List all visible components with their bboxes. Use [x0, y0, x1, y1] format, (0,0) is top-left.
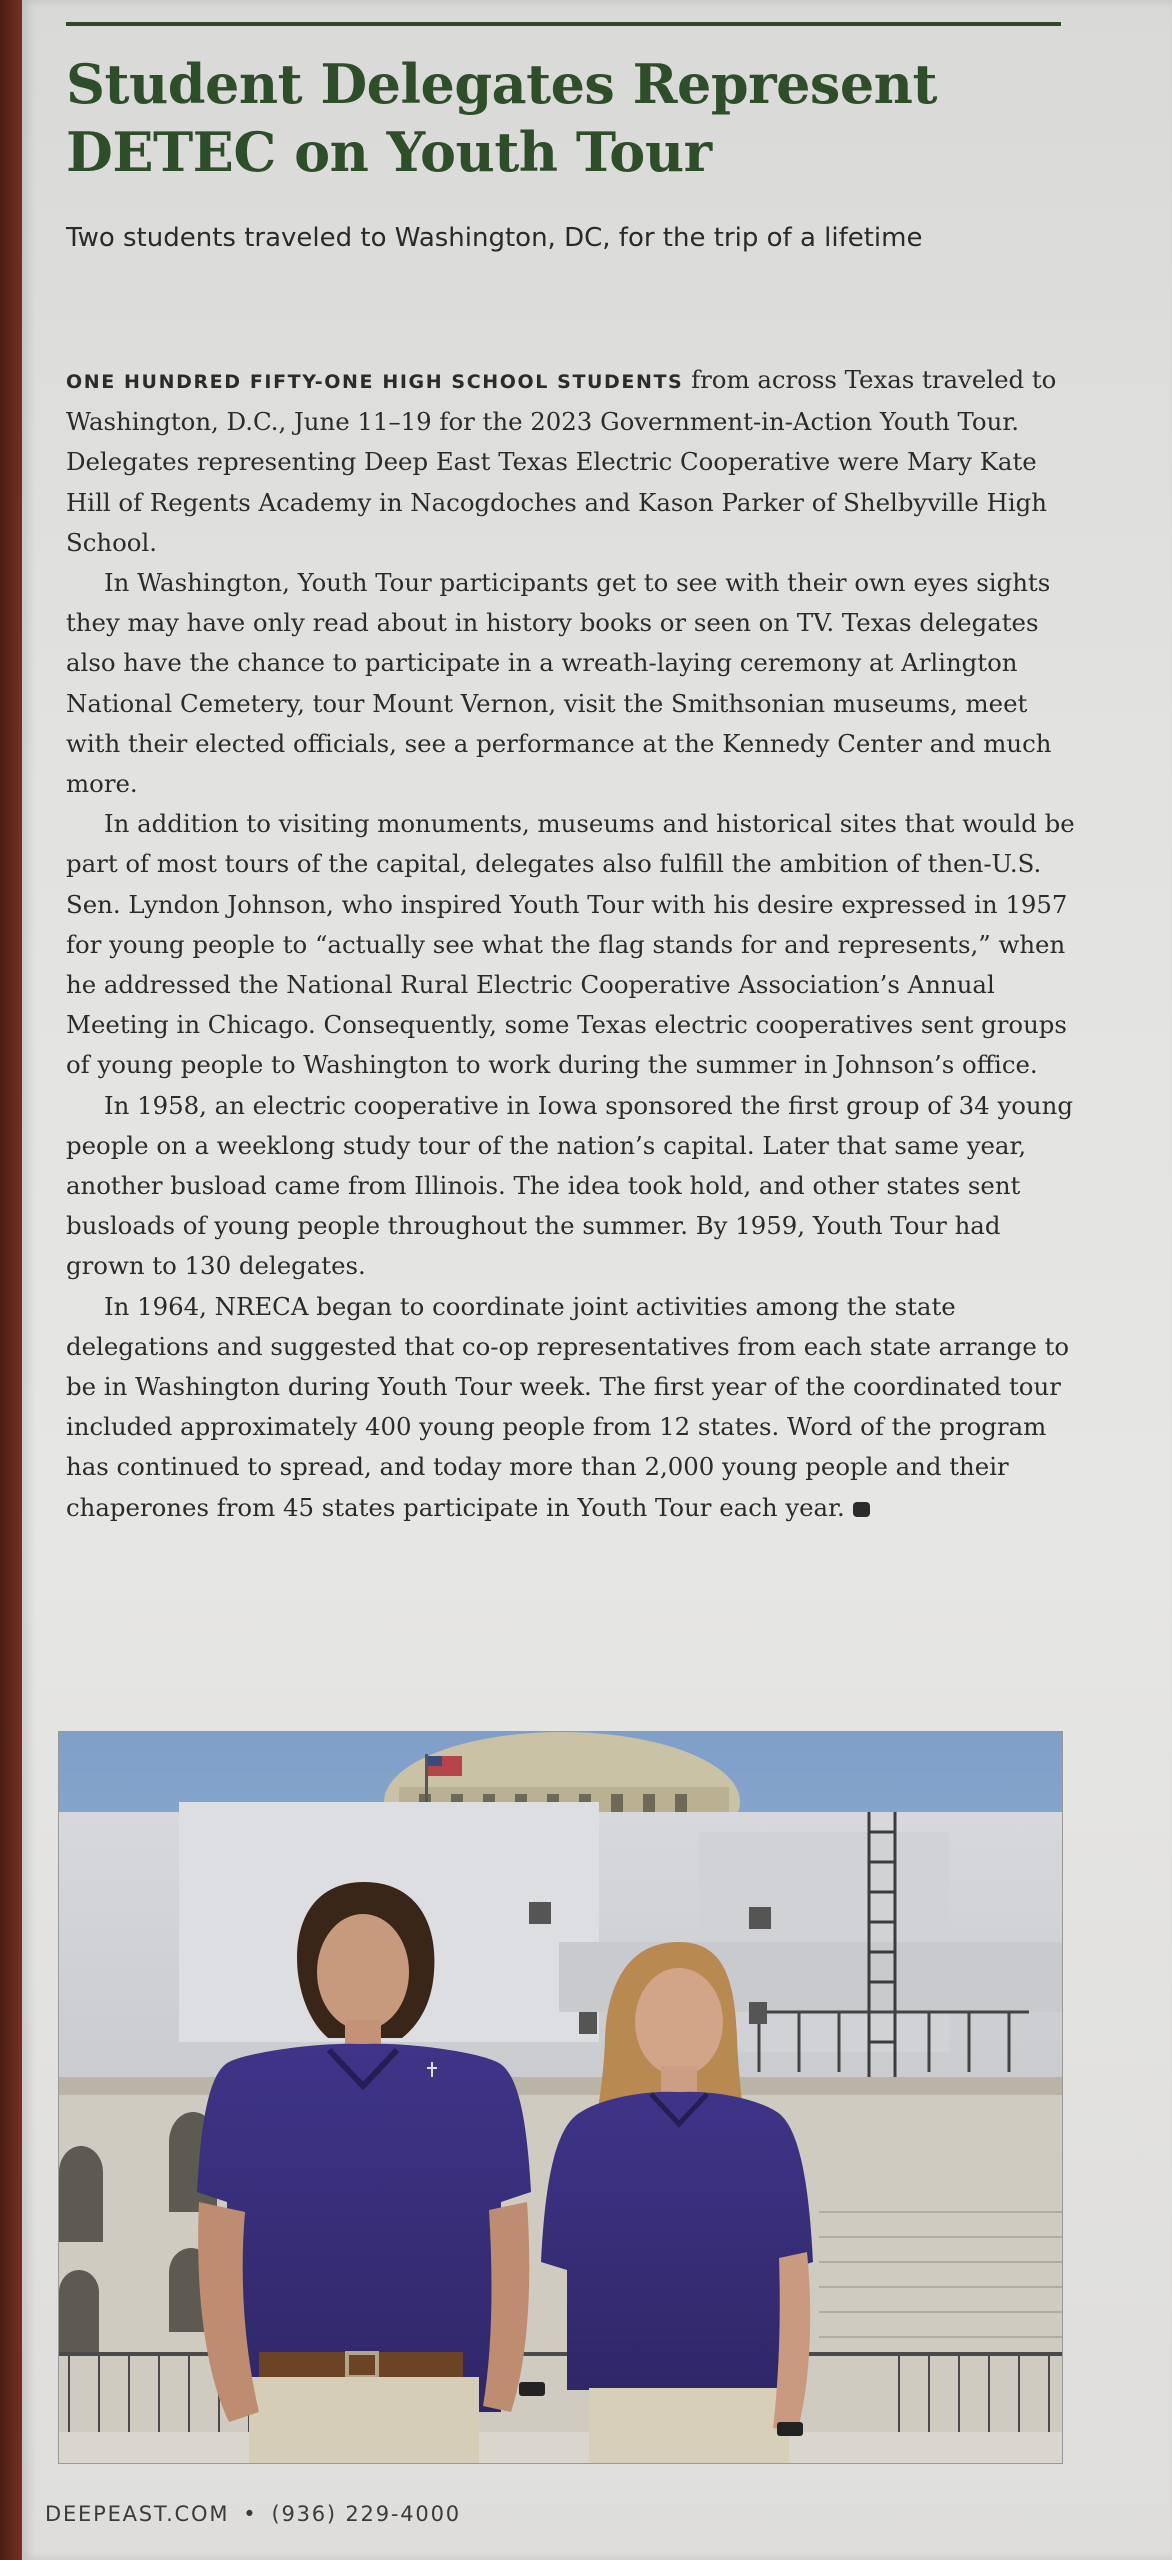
paragraph-4: In 1958, an electric cooperative in Iowa sponsored the first group of 34 young people on a weeklong study tour of the nation’s capital. Later that same year, another busload came from Illinois. The idea took hold, and other states sent busloads of young people throughout the summer. By 1959, Youth Tour had grown to 130 delegates.: [66, 1090, 1073, 1281]
paragraph-5-text: In 1964, NRECA began to coordinate joint activities among the state delegations and suggested that co-op representatives from each state arrange to be in Washington during Youth Tour week. The first year of the coordinated tour included approximately 400 young people from 12 states. Word of the program has continued to spread, and today more than 2,000 young people and their chaperones from 45 states participate in Youth Tour each year.: [66, 1291, 1070, 1522]
paragraph-1-text: from across Texas traveled to Washington, D.C., June 11–19 for the 2023 Government-in-Action Youth Tour. Delegates representing Deep East Texas Electric Cooperative were Mary Kate Hill of Regents Academy in Nacogdoches and Kason Parker of Shelbyville High School.: [66, 365, 1057, 557]
end-of-story-icon: [853, 1502, 870, 1517]
article-body: [66, 360, 1076, 1528]
paragraph-3: In addition to visiting monuments, museums and historical sites that would be part of most tours of the capital, delegates also fulfill the ambition of then-U.S. Sen. Lyndon Johnson, who inspired Youth Tour with his desire expressed in 1957 for young people to “actually see what the flag stands for and represents,” when he addressed the National Rural Electric Cooperative Association’s Annual Meeting in Chicago. Consequently, some Texas electric cooperatives sent groups of young people to Washington to work during the summer in Johnson’s office.: [66, 809, 1075, 1080]
paragraph-5: [66, 1287, 1076, 1528]
page-footer: [45, 2502, 945, 2526]
lead-in: ONE HUNDRED FIFTY-ONE HIGH SCHOOL STUDENTS: [66, 371, 684, 393]
paragraph-2: In Washington, Youth Tour participants get to see with their own eyes sights they may have only read about in history books or seen on TV. Texas delegates also have the chance to participate in a wreath-laying ceremony at Arlington National Cemetery, tour Mount Vernon, visit the Smithsonian museums, meet with their elected officials, see a performance at the Kennedy Center and much more.: [66, 568, 1052, 799]
article-deck: Two students traveled to Washington, DC, for the trip of a lifetime: [66, 223, 923, 253]
footer-phone: (936) 229-4000: [271, 2502, 461, 2526]
footer-separator: •: [243, 2502, 258, 2526]
article-headline: Student Delegates Represent DETEC on Youth Tour: [66, 52, 937, 184]
paragraph-1: [66, 360, 1076, 563]
footer-website: DEEPEAST.COM: [45, 2502, 230, 2526]
delegates-photo: [58, 1731, 1063, 2464]
top-rule: [66, 22, 1061, 26]
